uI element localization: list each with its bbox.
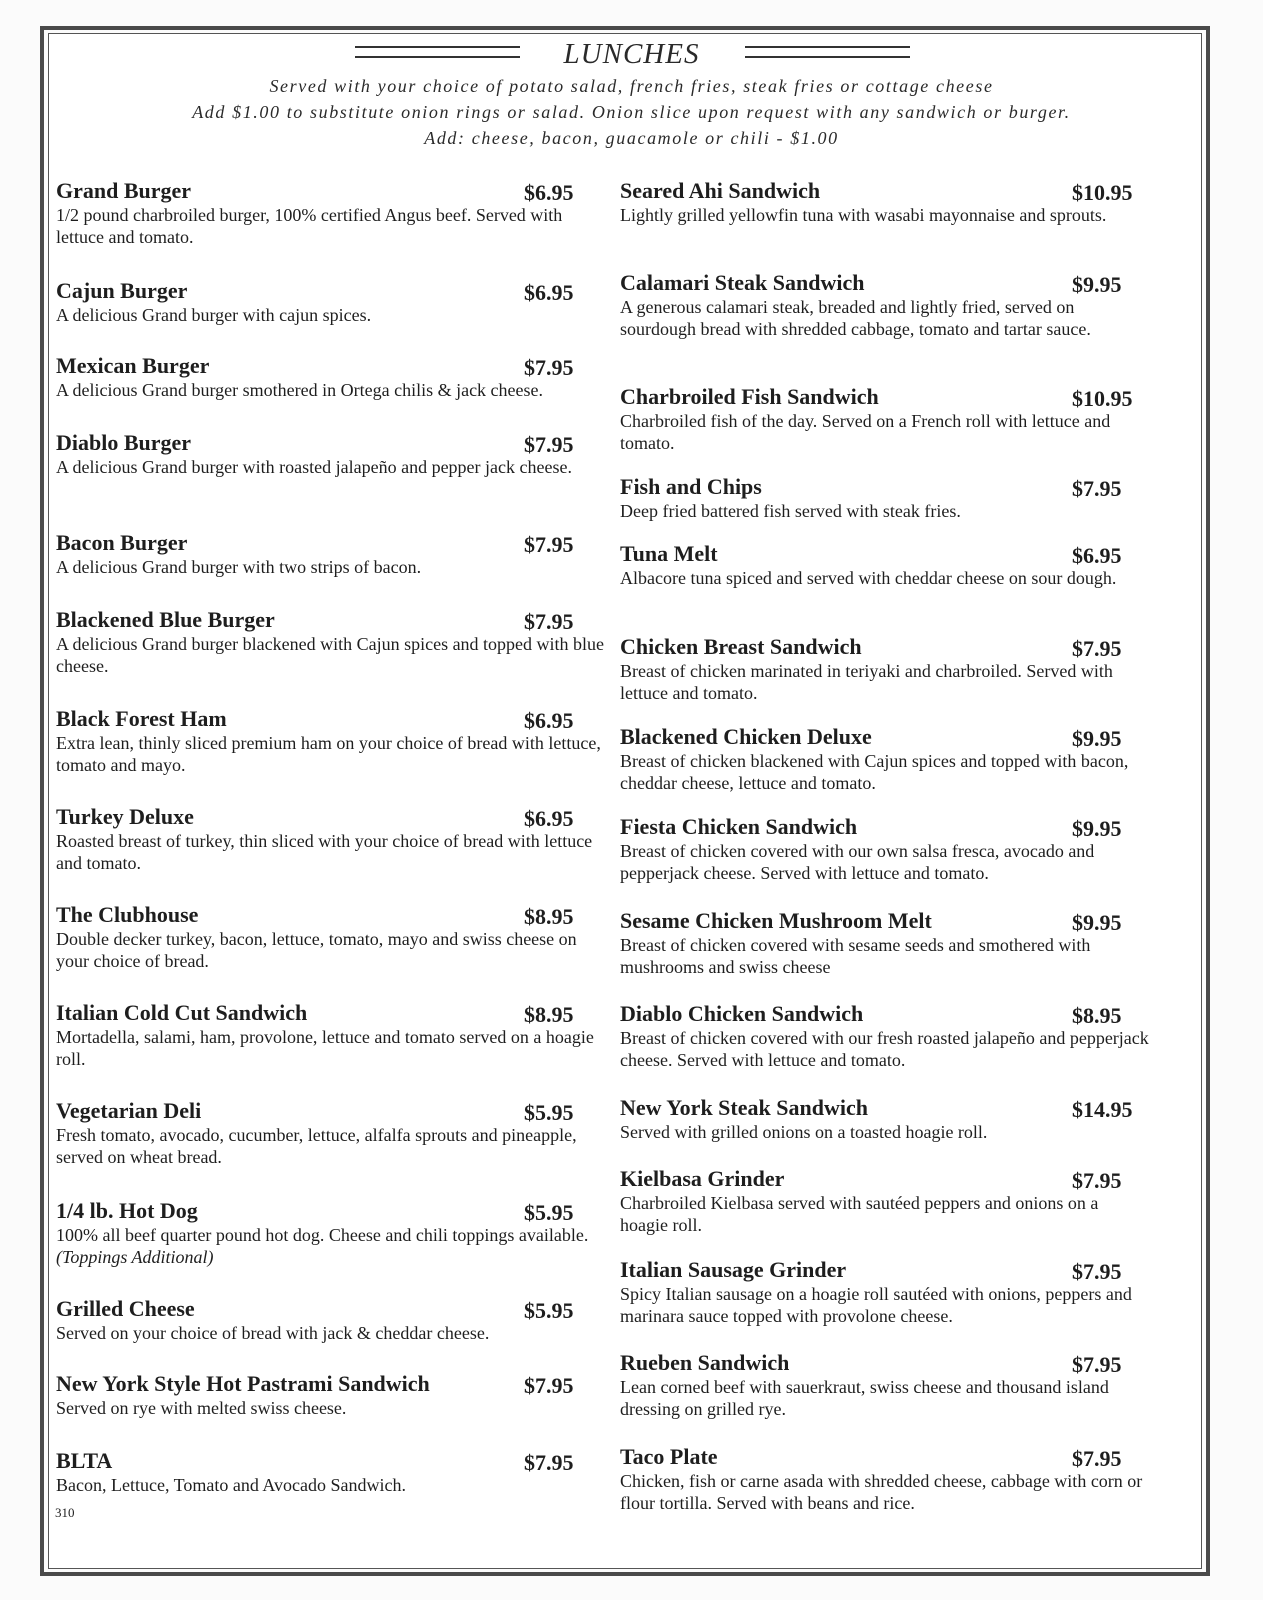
description-text: Breast of chicken covered with our fresh roasted jalapeño and pepperjack cheese. Served with lettuce and tomato. bbox=[620, 1028, 1149, 1070]
menu-item-name: Rueben Sandwich bbox=[620, 1350, 790, 1375]
menu-item-name: BLTA bbox=[56, 1448, 113, 1473]
description-text: A generous calamari steak, breaded and lightly fried, served on sourdough bread with shredded cabbage, tomato and tartar sauce. bbox=[620, 297, 1091, 339]
menu-item-description bbox=[620, 840, 1150, 884]
description-text: Breast of chicken covered with sesame seeds and smothered with mushrooms and swiss cheese bbox=[620, 935, 1091, 977]
menu-item-description bbox=[620, 296, 1150, 340]
menu-item-price: $6.95 bbox=[524, 806, 574, 831]
description-text: Served on rye with melted swiss cheese. bbox=[56, 1398, 347, 1418]
menu-item-description bbox=[620, 1376, 1150, 1420]
menu-item-name: Turkey Deluxe bbox=[56, 804, 194, 829]
menu-item bbox=[620, 724, 1150, 794]
menu-item-description bbox=[620, 660, 1150, 704]
menu-item-name: Blackened Chicken Deluxe bbox=[620, 724, 872, 749]
menu-item bbox=[56, 178, 608, 248]
menu-item-price: $7.95 bbox=[1072, 1259, 1122, 1284]
menu-item-price: $10.95 bbox=[1072, 180, 1133, 205]
menu-item-name: Mexican Burger bbox=[56, 353, 210, 378]
menu-item bbox=[620, 474, 1150, 522]
menu-item-description bbox=[620, 500, 1150, 522]
menu-item-name: Fiesta Chicken Sandwich bbox=[620, 814, 858, 839]
menu-item bbox=[620, 1095, 1150, 1143]
menu-item-description bbox=[56, 556, 608, 578]
menu-item-price: $9.95 bbox=[1072, 816, 1122, 841]
menu-item-name: Diablo Chicken Sandwich bbox=[620, 1001, 864, 1026]
menu-item-description bbox=[56, 1224, 608, 1268]
menu-item-name: Sesame Chicken Mushroom Melt bbox=[620, 908, 932, 933]
menu-item bbox=[620, 384, 1150, 454]
menu-item-description bbox=[620, 567, 1150, 589]
description-text: A delicious Grand burger blackened with Cajun spices and topped with blue cheese. bbox=[56, 634, 605, 676]
description-text: A delicious Grand burger smothered in Ortega chilis & jack cheese. bbox=[56, 380, 544, 400]
menu-item-name: Bacon Burger bbox=[56, 530, 188, 555]
menu-item-description bbox=[56, 379, 608, 401]
menu-item-description bbox=[620, 204, 1150, 226]
description-text: A delicious Grand burger with cajun spices. bbox=[56, 305, 372, 325]
menu-item-description bbox=[56, 304, 608, 326]
menu-item bbox=[620, 178, 1150, 226]
menu-item-price: $8.95 bbox=[524, 904, 574, 929]
menu-item-description bbox=[56, 1397, 608, 1419]
menu-item-price: $7.95 bbox=[524, 1373, 574, 1398]
description-text: Albacore tuna spiced and served with cheddar cheese on sour dough. bbox=[620, 568, 1117, 588]
menu-item-name: Vegetarian Deli bbox=[56, 1098, 202, 1123]
menu-title: LUNCHES bbox=[563, 38, 700, 70]
description-text: A delicious Grand burger with roasted jalapeño and pepper jack cheese. bbox=[56, 457, 572, 477]
description-text: Breast of chicken marinated in teriyaki and charbroiled. Served with lettuce and tomato. bbox=[620, 661, 1113, 703]
menu-item-name: Blackened Blue Burger bbox=[56, 607, 275, 632]
menu-item-description bbox=[56, 204, 608, 248]
menu-item-description bbox=[56, 928, 608, 972]
description-text: Extra lean, thinly sliced premium ham on your choice of bread with lettuce, tomato and mayo. bbox=[56, 733, 601, 775]
menu-item bbox=[56, 530, 608, 578]
description-text: Deep fried battered fish served with steak fries. bbox=[620, 501, 961, 521]
menu-item-price: $7.95 bbox=[1072, 636, 1122, 661]
menu-item-description bbox=[620, 1283, 1150, 1327]
description-text: Chicken, fish or carne asada with shredded cheese, cabbage with corn or flour tortilla. Served with beans and rice. bbox=[620, 1471, 1143, 1513]
description-text: Charbroiled fish of the day. Served on a French roll with lettuce and tomato. bbox=[620, 411, 1111, 453]
menu-item-description bbox=[56, 1026, 608, 1070]
menu-item bbox=[620, 1257, 1150, 1327]
menu-item bbox=[620, 634, 1150, 704]
menu-item-name: Tuna Melt bbox=[620, 541, 718, 566]
menu-item-name: New York Steak Sandwich bbox=[620, 1095, 868, 1120]
menu-item-name: Calamari Steak Sandwich bbox=[620, 270, 865, 295]
menu-item-name: Cajun Burger bbox=[56, 278, 188, 303]
menu-item bbox=[620, 1350, 1150, 1420]
menu-subtitle-substitute: Add $1.00 to substitute onion rings or salad. Onion slice upon request with any sandwich or burger. bbox=[192, 102, 1071, 122]
description-text: 1/2 pound charbroiled burger, 100% certified Angus beef. Served with lettuce and tomato. bbox=[56, 205, 563, 247]
menu-item-price: $7.95 bbox=[524, 1450, 574, 1475]
description-text: Served with grilled onions on a toasted hoagie roll. bbox=[620, 1122, 988, 1142]
menu-item-price: $6.95 bbox=[524, 180, 574, 205]
menu-item-description bbox=[56, 732, 608, 776]
menu-item bbox=[620, 1001, 1150, 1071]
menu-item-price: $7.95 bbox=[1072, 1168, 1122, 1193]
description-text: Double decker turkey, bacon, lettuce, tomato, mayo and swiss cheese on your choice of bread. bbox=[56, 929, 577, 971]
menu-item-description bbox=[56, 1474, 608, 1496]
menu-item bbox=[620, 1166, 1150, 1236]
menu-item bbox=[56, 278, 608, 326]
menu-item-name: Taco Plate bbox=[620, 1444, 718, 1469]
menu-item bbox=[620, 541, 1150, 589]
menu-item-name: Fish and Chips bbox=[620, 474, 762, 499]
menu-item-description bbox=[56, 456, 608, 478]
description-text: 100% all beef quarter pound hot dog. Cheese and chili toppings available. bbox=[56, 1225, 589, 1245]
description-text: Lean corned beef with sauerkraut, swiss cheese and thousand island dressing on grilled rye. bbox=[620, 1377, 1109, 1419]
description-text: Spicy Italian sausage on a hoagie roll sautéed with onions, peppers and marinara sauce topped with provolone cheese. bbox=[620, 1284, 1132, 1326]
menu-item-price: $6.95 bbox=[1072, 543, 1122, 568]
menu-item-description bbox=[620, 934, 1150, 978]
menu-item-price: $9.95 bbox=[1072, 910, 1122, 935]
menu-item-description bbox=[620, 1470, 1150, 1514]
menu-item bbox=[620, 270, 1150, 340]
menu-item-name: Seared Ahi Sandwich bbox=[620, 178, 821, 203]
menu-item-price: $5.95 bbox=[524, 1100, 574, 1125]
menu-item-description bbox=[56, 830, 608, 874]
description-text: Served on your choice of bread with jack & cheddar cheese. bbox=[56, 1323, 490, 1343]
description-text: Bacon, Lettuce, Tomato and Avocado Sandwich. bbox=[56, 1475, 406, 1495]
menu-item-price: $7.95 bbox=[1072, 476, 1122, 501]
menu-item bbox=[56, 1371, 608, 1419]
description-text: Breast of chicken blackened with Cajun spices and topped with bacon, cheddar cheese, lettuce and tomato. bbox=[620, 751, 1129, 793]
description-text: Breast of chicken covered with our own salsa fresca, avocado and pepperjack cheese. Served with lettuce and tomato. bbox=[620, 841, 1095, 883]
menu-item bbox=[56, 607, 608, 677]
menu-item bbox=[620, 814, 1150, 884]
menu-item-price: $7.95 bbox=[524, 609, 574, 634]
menu-item-price: $7.95 bbox=[524, 532, 574, 557]
menu-item-price: $9.95 bbox=[1072, 272, 1122, 297]
page-number: 310 bbox=[55, 1505, 75, 1520]
menu-item-price: $5.95 bbox=[524, 1298, 574, 1323]
menu-item bbox=[56, 706, 608, 776]
menu-item-price: $8.95 bbox=[1072, 1003, 1122, 1028]
description-text: Mortadella, salami, ham, provolone, lettuce and tomato served on a hoagie roll. bbox=[56, 1027, 594, 1069]
menu-item-price: $6.95 bbox=[524, 708, 574, 733]
menu-item bbox=[56, 430, 608, 478]
menu-item-price: $10.95 bbox=[1072, 386, 1133, 411]
menu-item-description bbox=[620, 1192, 1150, 1236]
menu-item-price: $6.95 bbox=[524, 280, 574, 305]
menu-item-name: Grand Burger bbox=[56, 178, 192, 203]
menu-item-description bbox=[620, 1027, 1150, 1071]
description-note: (Toppings Additional) bbox=[56, 1247, 214, 1267]
description-text: A delicious Grand burger with two strips of bacon. bbox=[56, 557, 422, 577]
menu-item-name: 1/4 lb. Hot Dog bbox=[56, 1198, 198, 1223]
menu-item bbox=[620, 908, 1150, 978]
menu-item-description bbox=[620, 750, 1150, 794]
menu-item-name: Diablo Burger bbox=[56, 430, 192, 455]
menu-item-name: Kielbasa Grinder bbox=[620, 1166, 785, 1191]
menu-item-name: New York Style Hot Pastrami Sandwich bbox=[56, 1371, 430, 1396]
menu-item-name: Black Forest Ham bbox=[56, 706, 227, 731]
menu-subtitle-addons: Add: cheese, bacon, guacamole or chili - $1.00 bbox=[424, 128, 839, 148]
menu-item-description bbox=[620, 410, 1150, 454]
menu-item bbox=[56, 1296, 608, 1344]
menu-item-price: $7.95 bbox=[524, 355, 574, 380]
menu-item-price: $8.95 bbox=[524, 1002, 574, 1027]
menu-item bbox=[56, 1198, 608, 1268]
description-text: Lightly grilled yellowfin tuna with wasabi mayonnaise and sprouts. bbox=[620, 205, 1107, 225]
menu-item-price: $5.95 bbox=[524, 1200, 574, 1225]
menu-item bbox=[56, 1098, 608, 1168]
menu-item-name: Italian Sausage Grinder bbox=[620, 1257, 847, 1282]
menu-item-price: $7.95 bbox=[524, 432, 574, 457]
menu-item-name: Grilled Cheese bbox=[56, 1296, 195, 1321]
description-text: Roasted breast of turkey, thin sliced with your choice of bread with lettuce and tomato. bbox=[56, 831, 593, 873]
menu-item bbox=[56, 1000, 608, 1070]
menu-item-name: Charbroiled Fish Sandwich bbox=[620, 384, 879, 409]
menu-item bbox=[56, 353, 608, 401]
menu-item bbox=[56, 902, 608, 972]
menu-item-description bbox=[56, 633, 608, 677]
menu-item-name: The Clubhouse bbox=[56, 902, 199, 927]
menu-item-name: Italian Cold Cut Sandwich bbox=[56, 1000, 308, 1025]
menu-item-price: $9.95 bbox=[1072, 726, 1122, 751]
description-text: Charbroiled Kielbasa served with sautéed peppers and onions on a hoagie roll. bbox=[620, 1193, 1099, 1235]
menu-item bbox=[56, 804, 608, 874]
menu-item-price: $7.95 bbox=[1072, 1446, 1122, 1471]
menu-item-description bbox=[620, 1121, 1150, 1143]
menu-item bbox=[620, 1444, 1150, 1514]
menu-item bbox=[56, 1448, 608, 1496]
menu-subtitle-sides: Served with your choice of potato salad, french fries, steak fries or cottage cheese bbox=[269, 76, 994, 96]
menu-item-price: $7.95 bbox=[1072, 1352, 1122, 1377]
menu-item-description bbox=[56, 1124, 608, 1168]
menu-item-price: $14.95 bbox=[1072, 1097, 1133, 1122]
description-text: Fresh tomato, avocado, cucumber, lettuce, alfalfa sprouts and pineapple, served on wheat bread. bbox=[56, 1125, 577, 1167]
menu-item-description bbox=[56, 1322, 608, 1344]
menu-item-name: Chicken Breast Sandwich bbox=[620, 634, 862, 659]
